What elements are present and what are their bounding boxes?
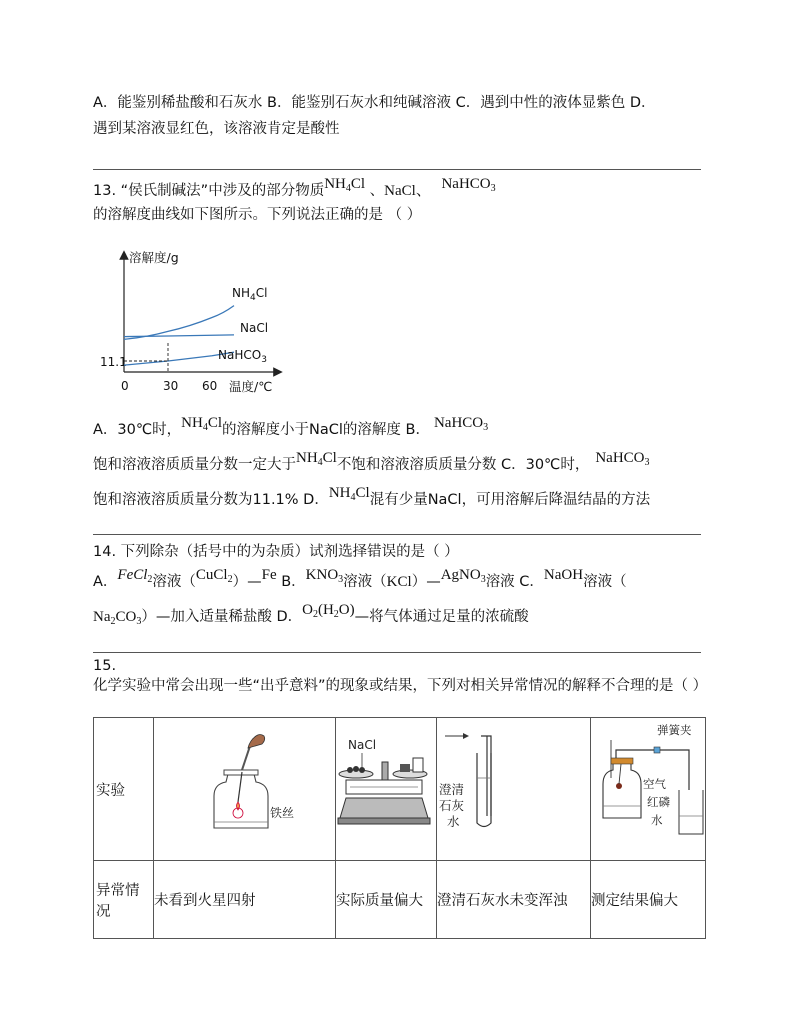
label-nacl: NaCl bbox=[348, 738, 377, 752]
y-axis-label: 溶解度/g bbox=[129, 250, 179, 265]
formula-kno3: $KNO_3$ bbox=[305, 567, 344, 585]
label-red-phosphorus: 红磷 bbox=[647, 795, 670, 809]
formula-nahco3-c: NaHCO$_3$ bbox=[595, 450, 650, 468]
q14-a-solution: 溶液 bbox=[152, 574, 182, 590]
formula-fecl2: FeCl$_2$ bbox=[117, 567, 153, 585]
q14-a-prefix: A． bbox=[93, 574, 118, 590]
phosphorus-oxygen-figure bbox=[591, 718, 705, 856]
formula-kcl: KCl bbox=[386, 574, 412, 590]
q13-options bbox=[93, 415, 703, 520]
q15-number: 15. bbox=[93, 658, 117, 674]
series-line-1 bbox=[124, 335, 234, 337]
q13-stem bbox=[93, 174, 703, 228]
q15 bbox=[93, 656, 708, 696]
q12-line1: A．能鉴别稀盐酸和石灰水 B．能鉴别石灰水和纯碱溶液 C．遇到中性的液体显紫色 D． bbox=[93, 95, 656, 111]
q14-b-solution2: 溶液 bbox=[485, 574, 515, 590]
x-tick-60: 60 bbox=[202, 379, 218, 393]
q13-optD: 混有少量NaCl，可用溶解后降温结晶的方法 bbox=[369, 492, 651, 508]
label-air: 空气 bbox=[643, 777, 666, 791]
q14-a-dash: — bbox=[247, 574, 262, 590]
q14-b-prefix: B． bbox=[281, 574, 306, 590]
legend-nahco3: NaHCO$_3$ bbox=[218, 348, 267, 365]
legend-nacl: NaCl bbox=[240, 321, 269, 335]
formula-nh4cl-d: $NH_4Cl$ bbox=[328, 485, 370, 503]
q14-stem: 14. 下列除杂（括号中的为杂质）试剂选择错误的是（ ） bbox=[93, 544, 459, 560]
balance-weighing-figure bbox=[336, 718, 436, 856]
q13-optB-b: 不饱和溶液溶质质量分数 C．30℃时， bbox=[336, 457, 590, 473]
formula-nh4cl-b: $NH_4Cl$ bbox=[296, 450, 337, 468]
formula-nh4cl: $NH_4Cl$ bbox=[324, 176, 366, 194]
anomaly-limewater: 澄清石灰水未变浑浊 bbox=[437, 861, 591, 939]
label-water: 水 bbox=[651, 813, 663, 827]
label-limewater-2: 石灰 bbox=[439, 798, 465, 813]
q12-options bbox=[93, 90, 703, 142]
q14-b-dash: — bbox=[426, 574, 441, 590]
y-mark-11-1: 11.1 bbox=[100, 355, 127, 369]
row-label-experiment: 实验 bbox=[94, 718, 154, 861]
q14-c-d-text: —加入适量稀盐酸 D． bbox=[155, 609, 303, 625]
divider-3 bbox=[93, 652, 701, 653]
label-limewater-1: 澄清 bbox=[439, 782, 465, 797]
formula-agno3: AgNO$_3$ bbox=[440, 567, 486, 585]
formula-o2-h2o: $O_2(H_2O)$ bbox=[302, 602, 355, 620]
q13-stem-line2: 的溶解度曲线如下图所示。下列说法正确的是 （ ） bbox=[93, 207, 422, 223]
q13-optB: 饱和溶液溶质质量分数一定大于 bbox=[93, 457, 296, 473]
cell-fig-iron-wire bbox=[154, 718, 336, 861]
q13-sep: 、 bbox=[369, 183, 385, 199]
q12-line2: 遇到某溶液显红色，该溶液肯定是酸性 bbox=[93, 121, 340, 137]
q14-b-solution: 溶液 bbox=[343, 574, 373, 590]
q13-optA: A．30℃时， bbox=[93, 422, 182, 438]
label-clamp: 弹簧夹 bbox=[657, 723, 692, 737]
formula-nh4cl-a: $NH_4Cl$ bbox=[181, 415, 223, 433]
divider-1 bbox=[93, 169, 701, 170]
x-axis-label: 温度/℃ bbox=[229, 379, 273, 394]
q14-c-open: 溶液（ bbox=[583, 574, 627, 590]
q13-stem-text: 13. “侯氏制碱法”中涉及的部分物质 bbox=[93, 183, 325, 199]
formula-nahco3: NaHCO$_3$ bbox=[441, 176, 496, 194]
q13-optC: 饱和溶液溶质质量分数为11.1% D． bbox=[93, 492, 329, 508]
anomaly-iron-wire: 未看到火星四射 bbox=[154, 861, 336, 939]
experiment-table bbox=[93, 717, 706, 939]
formula-nahco3-b: NaHCO$_3$ bbox=[433, 415, 489, 433]
formula-nacl: NaCl、 bbox=[384, 183, 431, 199]
iron-wire-combustion-figure bbox=[154, 718, 335, 856]
formula-cucl2: CuCl$_2$ bbox=[195, 567, 233, 585]
divider-2 bbox=[93, 534, 701, 535]
label-iron-wire: 铁丝 bbox=[270, 806, 295, 820]
q13-optA-b: 的溶解度小于NaCl的溶解度 B． bbox=[222, 422, 430, 438]
cell-fig-phosphorus bbox=[591, 718, 706, 861]
legend-nh4cl: $NH_4Cl$ bbox=[232, 286, 268, 303]
q14-d-end: —将气体通过足量的浓硫酸 bbox=[354, 609, 529, 625]
cell-fig-balance bbox=[336, 718, 437, 861]
row-label-anomaly: 异常情况 bbox=[94, 861, 154, 939]
label-limewater-3: 水 bbox=[447, 814, 460, 829]
anomaly-balance: 实际质量偏大 bbox=[336, 861, 437, 939]
limewater-test-figure bbox=[437, 718, 590, 856]
q14: 14. 下列除杂（括号中的为杂质）试剂选择错误的是（ ） A．FeCl$_2$溶液（CuCl$_2$）—Fe B．$KNO_3$溶液（KCl）—AgNO$_3$溶液 C．NaOH溶液（ $Na_2CO_3)—$加入适量稀盐酸 D．$O_2(H_2O)—$将气体通过足量的浓硫酸 bbox=[93, 537, 703, 637]
cell-fig-limewater bbox=[437, 718, 591, 861]
x-tick-30: 30 bbox=[163, 379, 179, 393]
q14-c-prefix: C． bbox=[519, 574, 544, 590]
series-line-0 bbox=[124, 306, 234, 340]
formula-fe: Fe bbox=[261, 567, 277, 583]
x-tick-0: 0 bbox=[121, 379, 129, 393]
formula-na2co3: $Na_2CO_3$ bbox=[93, 609, 142, 627]
solubility-chart bbox=[93, 245, 293, 400]
formula-naoh: NaOH bbox=[543, 567, 584, 583]
q15-stem: 化学实验中常会出现一些“出乎意料”的现象或结果，下列对相关异常情况的解释不合理的是（ ） bbox=[93, 678, 708, 694]
anomaly-phosphorus: 测定结果偏大 bbox=[591, 861, 706, 939]
